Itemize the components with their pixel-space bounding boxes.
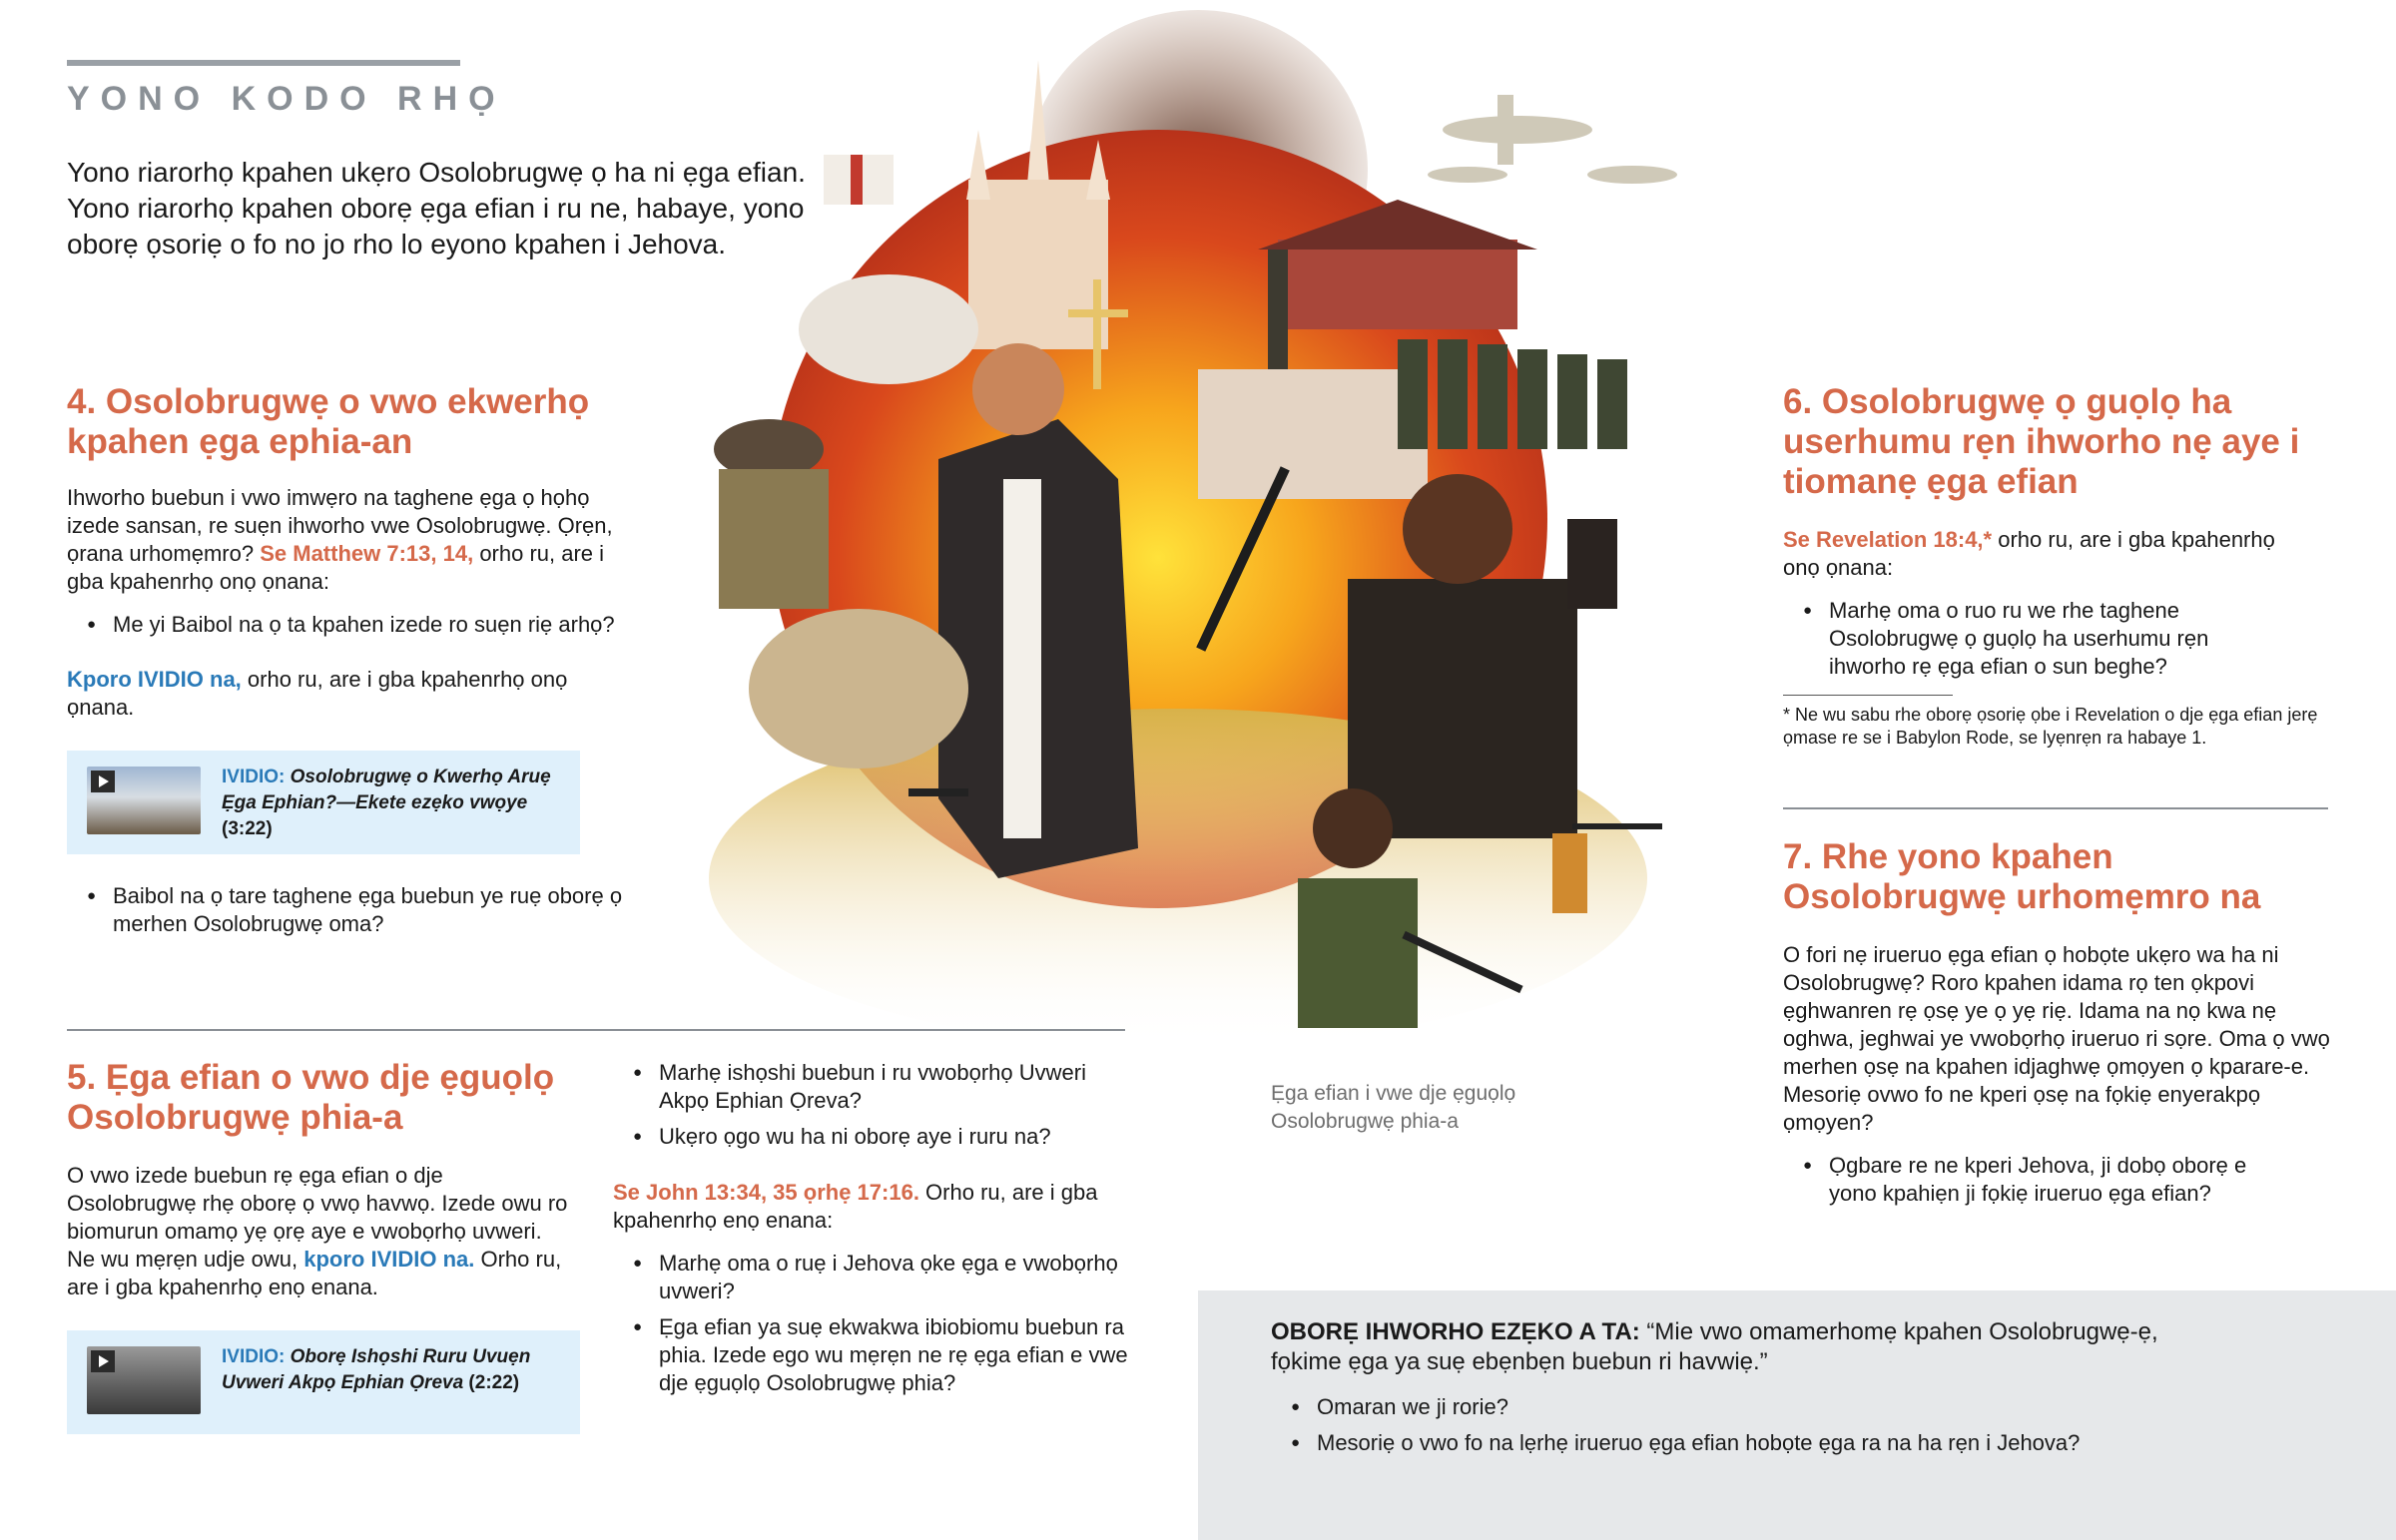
people-say-question-1: ● Omaran we ji rorie? bbox=[1271, 1393, 2269, 1421]
video-title-2: Oborẹ Ishọshi Ruru Uvuẹn Uvweri Akpọ Ephian Ọreva bbox=[222, 1346, 531, 1393]
scripture-link-matthew[interactable]: Se Matthew 7:13, 14, bbox=[260, 541, 474, 566]
section-6-heading: 6. Osolobrugwẹ ọ guọlọ ha userhumu rẹn ihworho nẹ aye i tiomanẹ ẹga efian bbox=[1783, 382, 2300, 501]
section-5-question-2: ● Ukẹro ọgo wu ha ni oborẹ aye i ruru na? bbox=[613, 1123, 1132, 1151]
video-label: IVIDIO: bbox=[222, 767, 286, 787]
people-say-questions bbox=[1271, 1393, 2269, 1465]
section-4-text: Ihworho buebun i vwo imwẹro na taghene ẹga ọ họhọ izede sansan, re suẹn ihworho vwe Osolobrugwẹ. Ọrẹn, ọrana urhomẹmro? bbox=[67, 485, 613, 566]
video-link[interactable]: Kporo IVIDIO na, bbox=[67, 667, 242, 692]
section-6-scripture-line bbox=[1783, 526, 2282, 582]
section-4-question-1: ● Me yi Baibol na ọ ta kpahen izede ro suẹn riẹ arhọ? bbox=[67, 611, 666, 639]
section-5-paragraph bbox=[67, 1162, 572, 1301]
video-card-1[interactable] bbox=[67, 751, 580, 854]
section-4-paragraph bbox=[67, 484, 636, 596]
header-rule bbox=[67, 60, 460, 66]
section-4-question-2: ● Baibol na ọ tare taghene ẹga buebun ye ruẹ oborẹ ọ merhen Osolobrugwẹ oma? bbox=[67, 882, 656, 938]
video-intro-text: orho ru, are i gba kpahenrhọ onọ ọnana. bbox=[67, 667, 568, 720]
section-5-col2-list-2 bbox=[613, 1250, 1132, 1405]
section-4-text-end: orho ru, are i gba kpahenrhọ onọ ọnana: bbox=[67, 541, 605, 594]
footnote-rule bbox=[1783, 695, 1953, 696]
false-religion-artwork bbox=[639, 0, 1747, 1058]
illustration-caption: Ẹga efian i vwe dje ẹguọlọ Osolobrugwẹ phia-a bbox=[1271, 1082, 1516, 1133]
intro-paragraph: Yono riarorhọ kpahen ukẹro Osolobrugwẹ ọ ha ni ẹga efian. Yono riarorhọ kpahen oborẹ ẹga efian i ru ne, habaye, yono oborẹ ọsoriẹ o fo no jo rho lo eyono kpahen i Jehova. bbox=[67, 157, 806, 259]
video-thumbnail[interactable] bbox=[87, 767, 201, 834]
video-card-2[interactable] bbox=[67, 1330, 580, 1434]
section-4-heading: 4. Osolobrugwẹ o vwo ekwerhọ kpahen ẹga ephia-an bbox=[67, 382, 590, 461]
section-4-video-intro bbox=[67, 666, 586, 722]
section-kicker: YONO KODO RHỌ bbox=[67, 80, 506, 118]
section-7-question-list bbox=[1783, 1152, 2252, 1216]
section-6-question-list bbox=[1783, 597, 2282, 689]
video-caption-2 bbox=[222, 1344, 581, 1396]
people-say-question-2: ● Mesoriẹ o vwo fo na lẹrhẹ irueruo ẹga efian hobọte ẹga ra na ha rẹn i Jehova? bbox=[1271, 1429, 2269, 1457]
people-say-label: OBORẸ IHWORHO EZẸKO A TA: bbox=[1271, 1318, 1640, 1345]
video-link-2[interactable]: kporo IVIDIO na. bbox=[303, 1247, 475, 1272]
video-title: Osolobrugwẹ o Kwerhọ Aruẹ Ẹga Ephian?—Ekete ezẹko vwọye bbox=[222, 767, 551, 813]
section-5-col2-list bbox=[613, 1059, 1132, 1159]
section-5-heading: 5. Ẹga efian o vwo dje ẹguọlọ Osolobrugwẹ phia-a bbox=[67, 1058, 555, 1137]
play-icon-2[interactable] bbox=[91, 1350, 115, 1372]
illustration bbox=[639, 0, 1747, 1058]
video-duration-2: (2:22) bbox=[463, 1372, 520, 1393]
section-5-question-3: ● Marhẹ oma o ruẹ i Jehova ọke ẹga e vwobọrhọ uvweri? bbox=[613, 1250, 1132, 1305]
video-thumbnail-2[interactable] bbox=[87, 1346, 201, 1414]
section-4-question-list bbox=[67, 611, 666, 647]
section-5-text-end: Orho ru, are i gba kpahenrhọ enọ enana. bbox=[67, 1247, 562, 1299]
scripture-link-revelation[interactable]: Se Revelation 18:4,* bbox=[1783, 527, 1993, 552]
section-7-paragraph: O fori nẹ irueruo ẹga efian ọ hobọte ukẹro wa ha ni Osolobrugwẹ? Roro kpahen idama rọ ten ọkpovi ẹghwanren rẹ ọsẹ ye ọ yẹ riẹ. Idama na nọ kwa nẹ oghwa, jeghwai ye vwobọrhọ irueruo ri sọre. Oma ọ vwọ merhen ọsẹ na kpahen idjaghwẹ ọmọyen ọ kparare-e. Mesoriẹ ovwo fo ne kperi ọsẹ na fọkiẹ enyerakpọ ọmọyen? bbox=[1783, 942, 2330, 1135]
people-say-quote bbox=[1271, 1317, 2169, 1377]
section-6-ref-text: orho ru, are i gba kpahenrhọ onọ ọnana: bbox=[1783, 527, 2275, 580]
section-5-text: O vwo izede buebun rẹ ẹga efian o dje Osolobrugwẹ rhẹ oborẹ ọ vwọ havwọ. Izede owu ro biomurun omamọ yẹ ọrẹ aye e vwobọrhọ uvweri. Ne wu mẹrẹn udje owu, bbox=[67, 1163, 568, 1272]
section-5-question-4: ● Ẹga efian ya suẹ ekwakwa ibiobiomu buebun ra phia. Izede ego wu mẹrẹn ne rẹ ẹga efian e vwe dje ẹguọlọ Osolobrugwẹ phia? bbox=[613, 1313, 1132, 1397]
section-7-question-1: ● Ọgbare re ne kperi Jehova, ji dobọ oborẹ e yono kpahiẹn ji fọkiẹ irueruo ẹga efian? bbox=[1783, 1152, 2252, 1208]
footnote: * Ne wu sabu rhe oborẹ ọsoriẹ ọbe i Revelation o dje ẹga efian jerẹ ọmase re se i Babylon Rode, se lyẹnrẹn ra habaye 1. bbox=[1783, 705, 2318, 748]
section-4-question-list-2 bbox=[67, 882, 656, 946]
video-duration: (3:22) bbox=[222, 818, 273, 839]
video-label-2: IVIDIO: bbox=[222, 1346, 286, 1367]
section-7-heading: 7. Rhe yono kpahen Osolobrugwẹ urhomẹmro na bbox=[1783, 837, 2261, 916]
scripture-link-john[interactable]: Se John 13:34, 35 ọrhẹ 17:16. bbox=[613, 1180, 919, 1205]
play-icon[interactable] bbox=[91, 770, 115, 792]
section-6-question-1: ● Marhẹ oma o ruo ru we rhe taghene Osolobrugwẹ ọ guọlọ ha userhumu rẹn ihworho rẹ ẹga efian o sun beghe? bbox=[1783, 597, 2282, 681]
section-divider bbox=[67, 1029, 1125, 1031]
video-caption bbox=[222, 765, 581, 842]
section-5-ref-text: Orho ru, are i gba kpahenrhọ enọ enana: bbox=[613, 1180, 1098, 1233]
section-5-question-1: ● Marhẹ ishọshi buebun i ru vwobọrhọ Uvweri Akpọ Ephian Ọreva? bbox=[613, 1059, 1132, 1115]
section-5-scripture-line bbox=[613, 1179, 1122, 1235]
section-divider-right bbox=[1783, 807, 2328, 809]
people-say-text: “Mie vwo omamerhomẹ kpahen Osolobrugwẹ-ẹ, fọkime ẹga ya suẹ ebẹnbẹn buebun ri havwiẹ.” bbox=[1271, 1318, 2158, 1375]
